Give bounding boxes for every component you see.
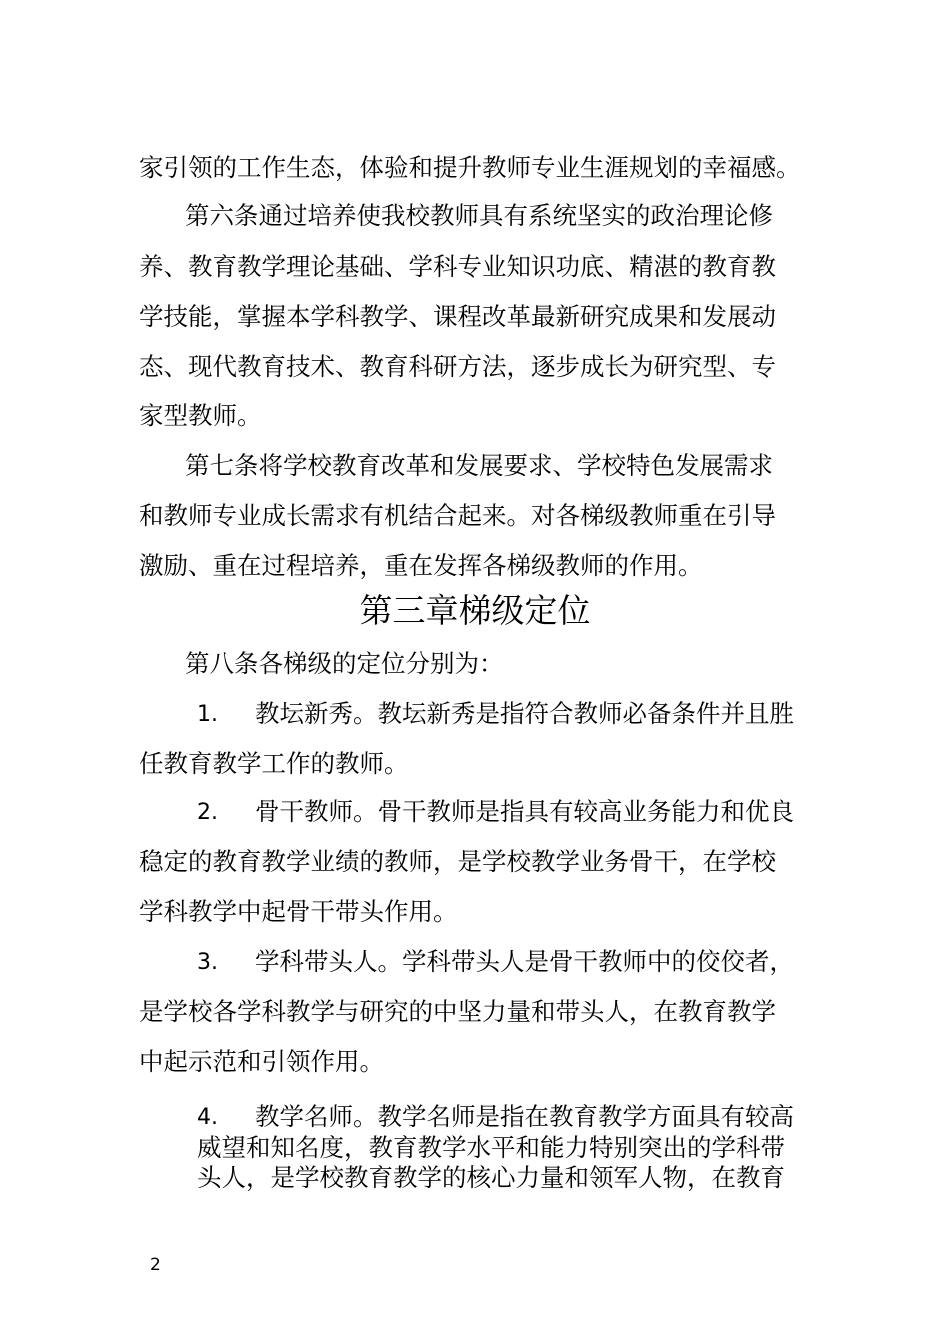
list-item-number: 2. <box>197 800 218 825</box>
list-item-1-line-1: 教坛新秀。教坛新秀是指符合教师必备条件并且胜 <box>255 699 794 728</box>
article-6-line-1: 第六条通过培养使我校教师具有系统坚实的政治理论修 <box>185 201 773 230</box>
page-number: 2 <box>150 1255 161 1275</box>
article-7-line-2: 和教师专业成长需求有机结合起来。对各梯级教师重在引导 <box>139 501 776 530</box>
paragraph-continuation: 家引领的工作生态，体验和提升教师专业生涯规划的幸福感。 <box>139 153 801 182</box>
list-item-4-line-3: 头人，是学校教育教学的核心力量和领军人物，在教育 <box>197 1163 785 1192</box>
article-6-line-4: 态、现代教育技术、教育科研方法，逐步成长为研究型、专 <box>139 352 776 381</box>
list-item-2-line-1: 骨干教师。骨干教师是指具有较高业务能力和优良 <box>255 797 794 826</box>
list-item-number: 3. <box>197 950 218 975</box>
list-item-number: 4. <box>197 1105 218 1130</box>
article-6-line-3: 学技能，掌握本学科教学、课程改革最新研究成果和发展动 <box>139 302 776 331</box>
list-item-3-line-1: 学科带头人。学科带头人是骨干教师中的佼佼者， <box>255 947 794 976</box>
article-8: 第八条各梯级的定位分别为： <box>185 649 504 678</box>
article-7-line-1: 第七条将学校教育改革和发展要求、学校特色发展需求 <box>185 451 773 480</box>
article-7-line-3: 激励、重在过程培养，重在发挥各梯级教师的作用。 <box>139 551 703 580</box>
list-item-3-line-2: 是学校各学科教学与研究的中坚力量和带头人，在教育教学 <box>139 997 776 1026</box>
list-item-4-line-2: 威望和知名度，教育教学水平和能力特别突出的学科带 <box>197 1133 785 1162</box>
list-item-2-line-2: 稳定的教育教学业绩的教师，是学校教学业务骨干，在学校 <box>139 847 776 876</box>
list-item-1-line-2: 任教育教学工作的教师。 <box>139 749 409 778</box>
chapter-heading: 第三章梯级定位 <box>359 591 591 630</box>
list-item-2-line-3: 学科教学中起骨干带头作用。 <box>139 897 458 926</box>
list-item-number: 1. <box>197 702 218 727</box>
list-item-4-line-1: 教学名师。教学名师是指在教育教学方面具有较高 <box>255 1102 794 1131</box>
list-item-3-line-3: 中起示范和引领作用。 <box>139 1047 384 1076</box>
article-6-line-2: 养、教育教学理论基础、学科专业知识功底、精湛的教育教 <box>139 252 776 281</box>
article-6-line-5: 家型教师。 <box>139 401 262 430</box>
